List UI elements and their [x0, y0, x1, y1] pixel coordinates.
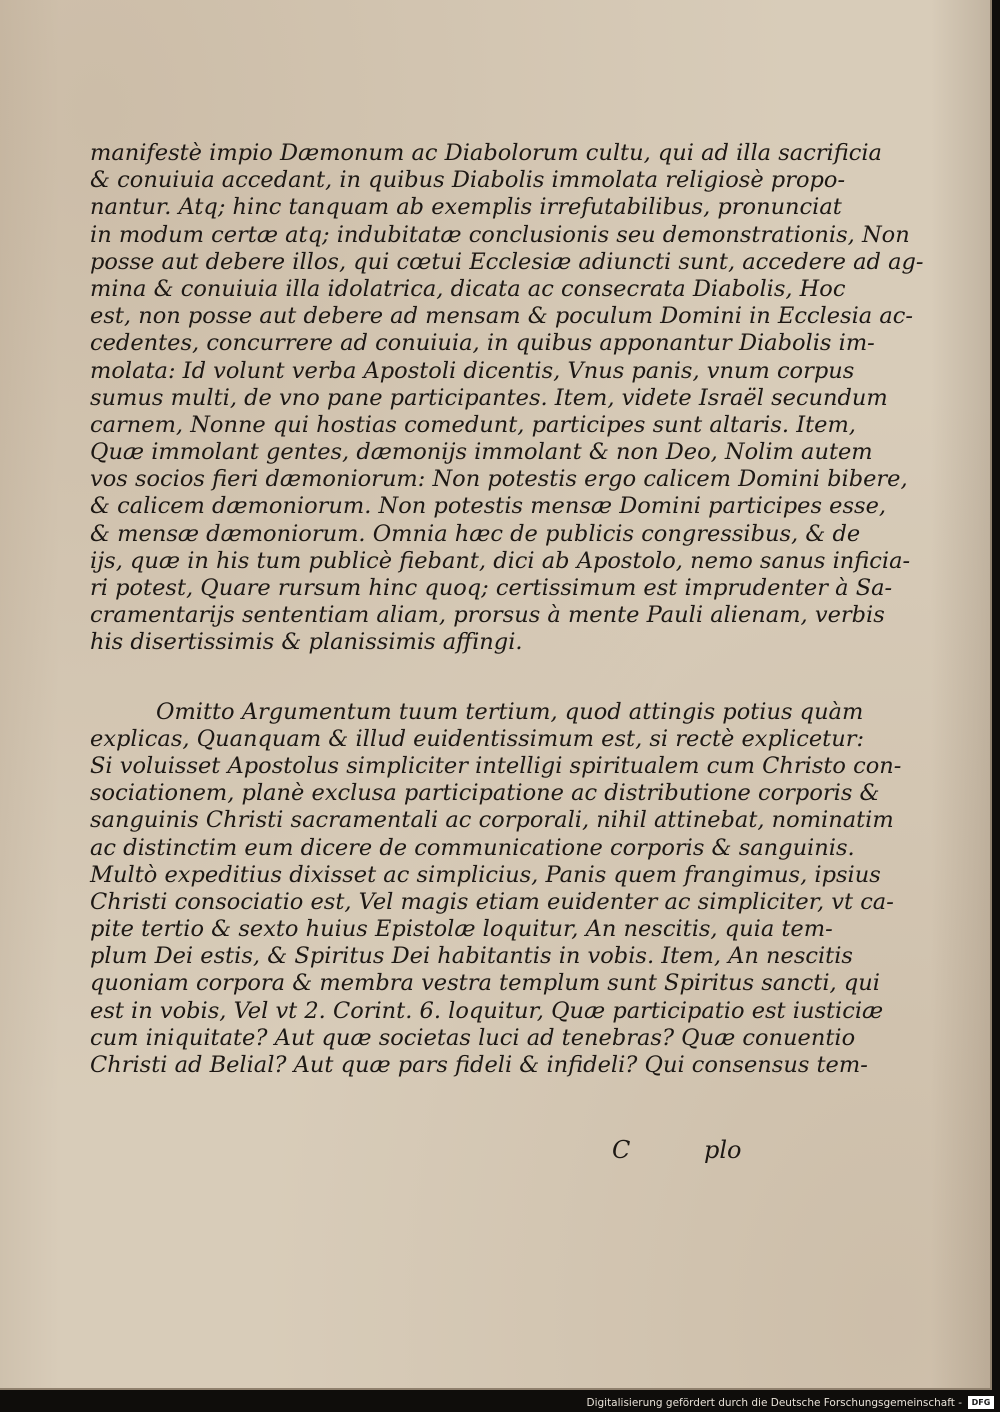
digitization-credit: Digitalisierung gefördert durch die Deutsche Forschungsgemeinschaft - — [586, 1397, 962, 1409]
text-line: vos socios fieri dæmoniorum: Non potestis ergo calicem Domini bibere, — [90, 466, 908, 493]
text-line: carnem, Nonne qui hostias comedunt, participes sunt altaris. Item, — [90, 411, 856, 438]
text-line: molata: Id volunt verba Apostoli dicentis, Vnus panis, vnum corpus — [90, 357, 855, 384]
paragraph-2 — [90, 698, 902, 1080]
text-line: est in vobis, Vel vt 2. Corint. 6. loquitur, Quæ participatio est iusticiæ — [90, 997, 884, 1024]
text-line: manifestè impio Dæmonum ac Diabolorum cultu, qui ad illa sacrificia — [90, 140, 882, 166]
paragraph-gap — [90, 657, 760, 699]
page-text — [90, 140, 924, 1079]
text-line: sanguinis Christi sacramentali ac corporali, nihil attinebat, nominatim — [90, 807, 894, 834]
text-line: sumus multi, de vno pane participantes. Item, videte Israël secundum — [90, 384, 888, 411]
text-line: Christi ad Belial? Aut quæ pars fideli & infideli? Qui consensus tem- — [90, 1052, 868, 1078]
text-line: quoniam corpora & membra vestra templum sunt Spiritus sancti, qui — [90, 970, 880, 997]
text-line: pite tertio & sexto huius Epistolæ loquitur, An nescitis, quia tem- — [90, 916, 833, 943]
text-line: in modum certæ atq; indubitatæ conclusionis seu demonstrationis, Non — [90, 221, 910, 248]
text-line: ijs, quæ in his tum publicè fiebant, dici ab Apostolo, nemo sanus inficia- — [90, 547, 911, 574]
text-line: & mensæ dæmoniorum. Omnia hæc de publicis congressibus, & de — [90, 520, 861, 547]
text-line: posse aut debere illos, qui cœtui Ecclesiæ adiuncti sunt, accedere ad ag- — [90, 248, 924, 275]
text-line: plum Dei estis, & Spiritus Dei habitantis in vobis. Item, An nescitis — [90, 943, 853, 970]
dfg-logo: DFG — [968, 1396, 994, 1409]
text-line: & calicem dæmoniorum. Non potestis mensæ Domini participes esse, — [90, 493, 887, 520]
text-line: explicas, Quanquam & illud euidentissimum est, si rectè explicetur: — [90, 725, 865, 752]
text-line: Si voluisset Apostolus simpliciter intelligi spiritualem cum Christo con- — [90, 752, 902, 779]
text-line: his disertissimis & planissimis affingi. — [90, 629, 523, 656]
text-line: Multò expeditius dixisset ac simplicius, Panis quem frangimus, ipsius — [90, 861, 881, 888]
text-line: ac distinctim eum dicere de communicatione corporis & sanguinis. — [90, 834, 855, 861]
text-line: mina & conuiuia illa idolatrica, dicata ac consecrata Diabolis, Hoc — [90, 275, 846, 302]
text-line: & conuiuia accedant, in quibus Diabolis immolata religiosè propo- — [90, 167, 846, 194]
text-line: ri potest, Quare rursum hinc quoq; certissimum est imprudenter à Sa- — [90, 575, 893, 601]
signature-mark: C — [612, 1136, 631, 1164]
text-line: cum iniquitate? Aut quæ societas luci ad tenebras? Quæ conuentio — [90, 1024, 856, 1051]
text-line: cramentarijs sententiam aliam, prorsus à mente Pauli alienam, verbis — [90, 602, 885, 629]
text-line: sociationem, planè exclusa participatione ac distributione corporis & — [90, 780, 880, 807]
text-line: Omitto Argumentum tuum tertium, quod attingis potius quàm — [156, 698, 864, 725]
text-line: nantur. Atq; hinc tanquam ab exemplis irrefutabilibus, pronunciat — [90, 194, 842, 221]
catchword: plo — [704, 1136, 742, 1164]
paragraph-1 — [90, 140, 924, 657]
text-line: Quæ immolant gentes, dæmonijs immolant & non Deo, Nolim autem — [90, 439, 873, 466]
text-line: Christi consociatio est, Vel magis etiam euidenter ac simpliciter, vt ca- — [90, 888, 894, 915]
text-line: cedentes, concurrere ad conuiuia, in quibus apponantur Diabolis im- — [90, 330, 875, 357]
text-line: est, non posse aut debere ad mensam & poculum Domini in Ecclesia ac- — [90, 303, 913, 330]
